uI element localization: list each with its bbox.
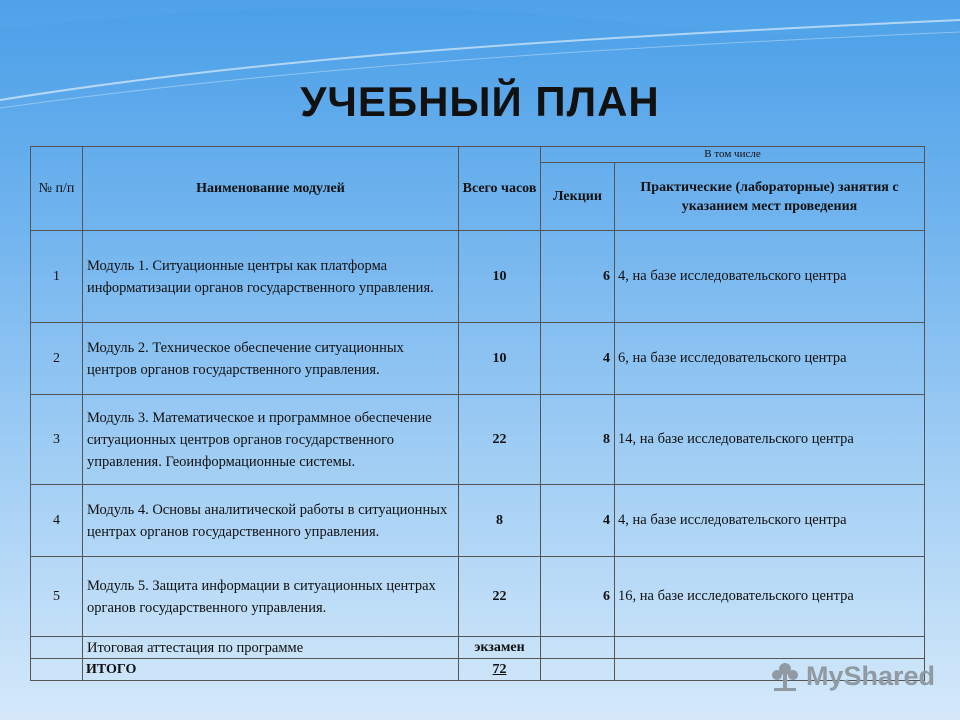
row-practical: 4, на базе исследовательского центра	[615, 485, 925, 557]
table-row	[31, 231, 925, 323]
header-name: Наименование модулей	[83, 147, 459, 231]
tree-icon	[768, 659, 802, 693]
row-hours: 8	[459, 485, 541, 557]
watermark-logo	[768, 658, 935, 694]
curriculum-table	[30, 146, 925, 681]
row-hours: 10	[459, 231, 541, 323]
attestation-lectures	[541, 637, 615, 659]
row-lectures: 6	[541, 231, 615, 323]
row-practical: 16, на базе исследовательского центра	[615, 557, 925, 637]
row-num: 1	[31, 231, 83, 323]
attestation-row	[31, 637, 925, 659]
header-lectures: Лекции	[541, 163, 615, 231]
header-num: № п/п	[31, 147, 83, 231]
watermark-text: MyShared	[806, 660, 936, 691]
table-row	[31, 395, 925, 485]
row-lectures: 8	[541, 395, 615, 485]
row-module-name: Модуль 1. Ситуационные центры как платформа информатизации органов государственного управления.	[83, 231, 459, 323]
row-module-name: Модуль 4. Основы аналитической работы в ситуационных центрах органов государственного управления.	[83, 485, 459, 557]
header-hours: Всего часов	[459, 147, 541, 231]
row-num: 5	[31, 557, 83, 637]
row-num: 3	[31, 395, 83, 485]
attestation-value: экзамен	[459, 637, 541, 659]
row-num: 4	[31, 485, 83, 557]
row-lectures: 4	[541, 485, 615, 557]
attestation-label: Итоговая аттестация по программе	[83, 637, 459, 659]
page-title: УЧЕБНЫЙ ПЛАН	[300, 78, 660, 125]
row-practical: 6, на базе исследовательского центра	[615, 323, 925, 395]
row-num: 2	[31, 323, 83, 395]
row-module-name: Модуль 2. Техническое обеспечение ситуационных центров органов государственного управления.	[83, 323, 459, 395]
row-lectures: 4	[541, 323, 615, 395]
header-including: В том числе	[541, 147, 925, 163]
total-value: 72	[492, 661, 507, 677]
table-row	[31, 323, 925, 395]
header-practical: Практические (лабораторные) занятия с указанием мест проведения	[615, 163, 925, 231]
row-hours: 22	[459, 395, 541, 485]
row-module-name: Модуль 5. Защита информации в ситуационных центрах органов государственного управления.	[83, 557, 459, 637]
total-num	[31, 659, 83, 681]
row-hours: 10	[459, 323, 541, 395]
row-module-name: Модуль 3. Математическое и программное обеспечение ситуационных центров органов государственного управления. Геоинформационные системы.	[83, 395, 459, 485]
total-lectures	[541, 659, 615, 681]
row-practical: 4, на базе исследовательского центра	[615, 231, 925, 323]
total-label: ИТОГО	[83, 659, 459, 681]
total-value-cell	[459, 659, 541, 681]
attestation-num	[31, 637, 83, 659]
table-row	[31, 557, 925, 637]
row-hours: 22	[459, 557, 541, 637]
attestation-practical	[615, 637, 925, 659]
table-row	[31, 485, 925, 557]
row-lectures: 6	[541, 557, 615, 637]
row-practical: 14, на базе исследовательского центра	[615, 395, 925, 485]
